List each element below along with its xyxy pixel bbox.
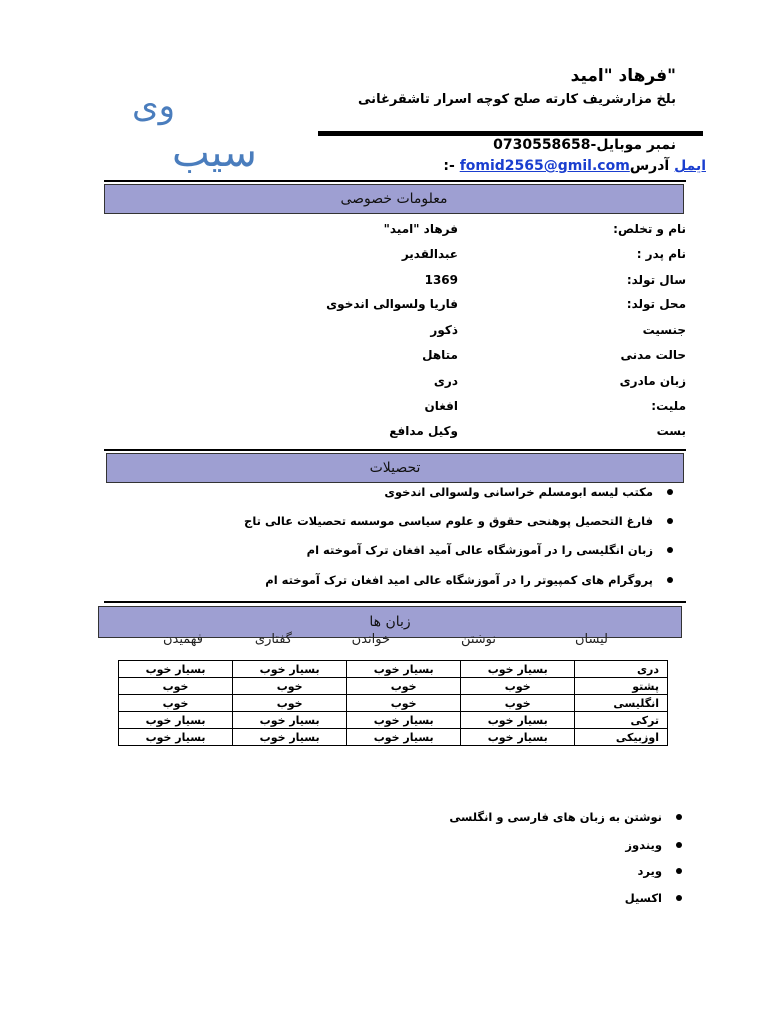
table-cell: بسیار خوب	[233, 729, 347, 746]
bullet-icon	[667, 547, 673, 553]
info-label-name: نام و تخلص:	[613, 222, 686, 236]
skill-item-text: نوشتن به زبان های فارسی و انگلسی	[449, 810, 662, 824]
skill-item-text: ویرد	[637, 864, 662, 878]
mobile-number: 0730558658	[493, 137, 591, 153]
bullet-icon	[667, 577, 673, 583]
table-cell: بسیار خوب	[347, 729, 461, 746]
address-line: بلخ مزارشریف کارته صلح کوچه اسرار تاشقرغانی	[358, 92, 676, 107]
education-item-text: زبان انگلیسی را در آموزشگاه عالی آمید افغان ترک آموخته ام	[306, 543, 653, 557]
table-cell: بسیار خوب	[119, 729, 233, 746]
info-label-nationality: ملیت:	[651, 399, 686, 413]
table-cell: خوب	[461, 678, 575, 695]
info-value-marital: متاهل	[422, 348, 458, 362]
table-row	[119, 729, 668, 746]
email-label[interactable]: ایمل	[674, 158, 706, 174]
info-value-name: فرهاد "امید"	[383, 222, 458, 236]
info-value-gender: ذکور	[430, 323, 458, 337]
lang-header-understanding: فهمیدن	[162, 632, 203, 647]
table-cell: خوب	[347, 695, 461, 712]
table-cell: بسیار خوب	[461, 729, 575, 746]
section-personal-info: معلومات خصوصی	[104, 184, 684, 214]
divider	[104, 180, 686, 182]
education-item	[265, 573, 673, 587]
table-cell: خوب	[461, 695, 575, 712]
table-cell: خوب	[347, 678, 461, 695]
bullet-icon	[676, 895, 682, 901]
education-item-text: فارغ التحصیل پوهنحی حقوق و علوم سیاسی موسسه تحصیلات عالی تاج	[244, 514, 653, 528]
table-cell: خوب	[119, 695, 233, 712]
info-label-gender: جنسیت	[642, 323, 686, 337]
table-row	[119, 661, 668, 678]
email-label-2: آدرس	[629, 158, 670, 174]
bullet-icon	[676, 814, 682, 820]
bullet-icon	[676, 868, 682, 874]
table-cell: بسیار خوب	[461, 712, 575, 729]
email-prefix: -:	[443, 158, 455, 174]
info-value-father: عبدالقدیر	[401, 247, 458, 261]
section-languages: زبان ها	[98, 606, 682, 638]
table-cell: پشتو	[575, 678, 668, 695]
bullet-icon	[667, 489, 673, 495]
skill-item	[625, 838, 682, 852]
table-cell: بسیار خوب	[119, 661, 233, 678]
logo-text-top: وی	[132, 86, 176, 126]
table-cell: بسیار خوب	[119, 712, 233, 729]
table-cell: بسیار خوب	[347, 712, 461, 729]
skill-item	[449, 810, 682, 824]
logo-text-bottom: سیب	[172, 130, 257, 176]
info-label-marital: حالت مدنی	[620, 348, 686, 362]
education-item	[307, 543, 673, 557]
bullet-icon	[667, 518, 673, 524]
skill-item	[637, 864, 682, 878]
lang-header-reading: خواندن	[351, 632, 390, 647]
table-cell: خوب	[233, 678, 347, 695]
info-value-nationality: افغان	[424, 399, 458, 413]
header-divider	[318, 131, 703, 136]
table-cell: انگلیسی	[575, 695, 668, 712]
info-value-birth-place: فاریا ولسوالی اندخوی	[326, 297, 458, 311]
table-cell: خوب	[119, 678, 233, 695]
info-label-mother-tongue: زبان مادری	[619, 374, 686, 388]
table-row	[119, 712, 668, 729]
table-cell: بسیار خوب	[461, 661, 575, 678]
table-cell: بسیار خوب	[233, 661, 347, 678]
table-cell: اوزبیکی	[575, 729, 668, 746]
resume-name: "فرهاد "امید	[570, 66, 676, 86]
lang-header-speaking: گفتاری	[254, 632, 292, 647]
info-value-position: وکیل مدافع	[389, 424, 458, 438]
education-item	[384, 485, 673, 499]
table-row	[119, 695, 668, 712]
education-item-text: مکتب لیسه ابومسلم خراسانی ولسوالی اندخوی	[384, 485, 653, 499]
skill-item-text: اکسیل	[624, 891, 662, 905]
lang-header-writing: نوشتن	[460, 632, 496, 647]
skill-item	[625, 891, 682, 905]
education-item-text: پروگرام های کمپیوتر را در آموزشگاه عالی امید افغان ترک آموخته ام	[265, 573, 653, 587]
divider	[104, 449, 686, 451]
info-value-birth-year: 1369	[424, 273, 458, 287]
table-row	[119, 678, 668, 695]
table-cell: دری	[575, 661, 668, 678]
bullet-icon	[676, 842, 682, 848]
table-cell: خوب	[233, 695, 347, 712]
education-item	[244, 514, 673, 528]
email-line	[443, 158, 706, 174]
table-cell: بسیار خوب	[347, 661, 461, 678]
info-label-birth-place: محل تولد:	[626, 297, 686, 311]
email-address[interactable]: fomid2565@gmil.com	[459, 158, 630, 174]
mobile-line	[493, 137, 676, 153]
skill-item-text: ویندوز	[625, 838, 662, 852]
info-value-mother-tongue: دری	[433, 374, 458, 388]
info-label-position: بست	[656, 424, 686, 438]
languages-table	[118, 660, 668, 746]
lang-header-language: لیسان	[575, 632, 608, 647]
table-cell: ترکی	[575, 712, 668, 729]
mobile-label: نمبر موبایل-	[590, 137, 676, 153]
table-cell: بسیار خوب	[233, 712, 347, 729]
info-label-birth-year: سال تولد:	[626, 273, 686, 287]
info-label-father: نام پدر :	[636, 247, 686, 261]
divider	[104, 601, 686, 603]
section-education: تحصیلات	[106, 453, 684, 483]
